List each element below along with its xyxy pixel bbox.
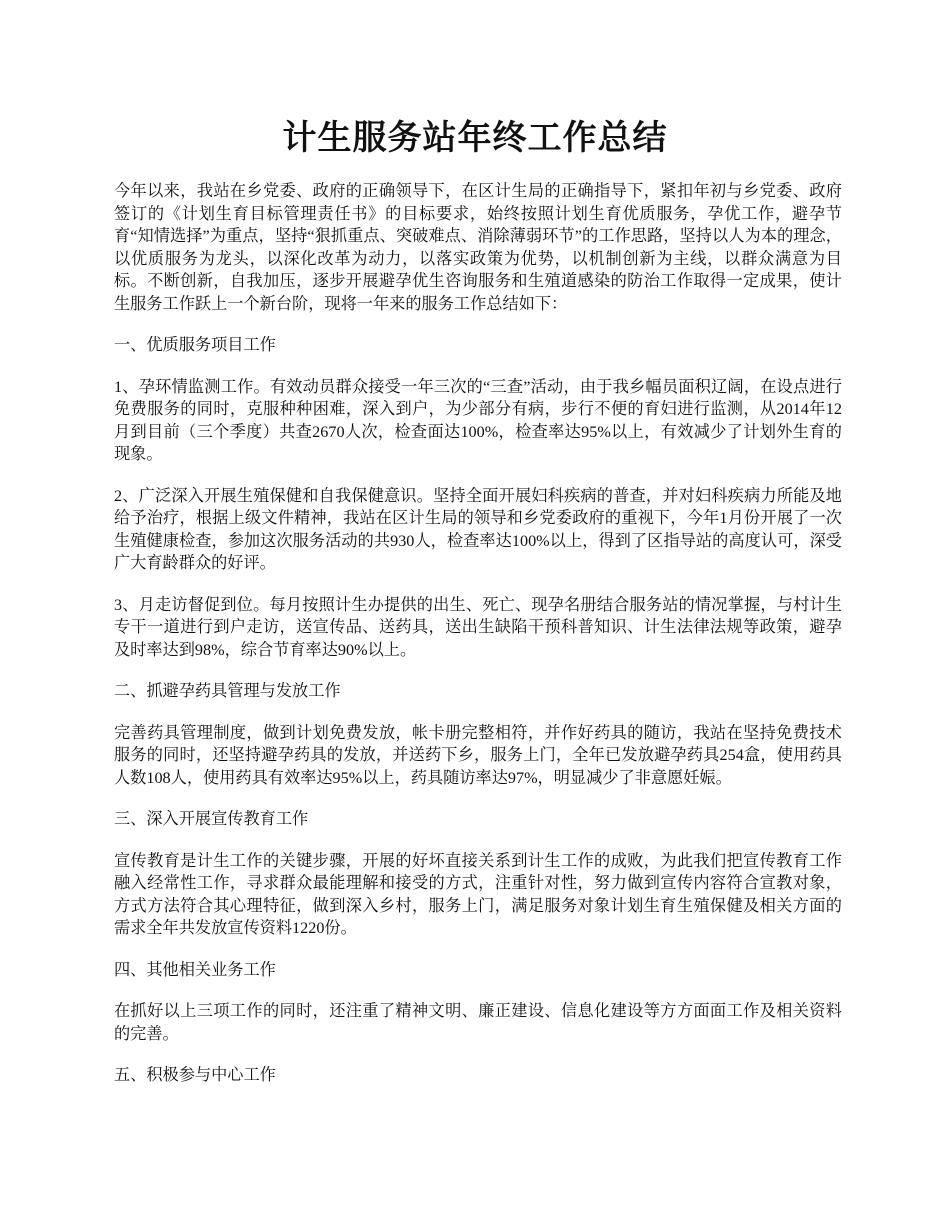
paragraph-1-1: 1、孕环情监测工作。有效动员群众接受一年三次的“三查”活动，由于我乡幅员面积辽阔，在设点进行免费服务的同时，克服种种困难，深入到户，为少部分有病，步行不便的育妇进行监测，从2014年12月到目前（三个季度）共查2670人次，检查面达100%，检查率达95%以上，有效减少了计划外生育的现象。 xyxy=(114,377,842,463)
section-heading-1: 一、优质服务项目工作 xyxy=(114,336,276,354)
paragraph-1-2: 2、广泛深入开展生殖保健和自我保健意识。坚持全面开展妇科疾病的普查，并对妇科疾病力所能及地给予治疗，根据上级文件精神，我站在区计生局的领导和乡党委政府的重视下，今年1月份开展了一次生殖健康检查，参加这次服务活动的共930人，检查率达100%以上，得到了区指导站的高度认可，深受广大育龄群众的好评。 xyxy=(114,486,842,572)
paragraph-3: 宣传教育是计生工作的关键步骤，开展的好坏直接关系到计生工作的成败，为此我们把宣传教育工作融入经常性工作，寻求群众最能理解和接受的方式，注重针对性，努力做到宣传内容符合宣教对象，方式方法符合其心理特征，做到深入乡村，服务上门，满足服务对象计划生育生殖保健及相关方面的需求全年共发放宣传资料1220份。 xyxy=(114,851,842,937)
paragraph-4: 在抓好以上三项工作的同时，还注重了精神文明、廉正建设、信息化建设等方方面面工作及相关资料的完善。 xyxy=(114,1002,842,1043)
section-heading-5: 五、积极参与中心工作 xyxy=(114,1066,276,1084)
document-body xyxy=(114,180,842,1106)
section-heading-3: 三、深入开展宣传教育工作 xyxy=(114,810,309,828)
paragraph-2: 完善药具管理制度，做到计划免费发放，帐卡册完整相符，并作好药具的随访，我站在坚持免费技术服务的同时，还坚持避孕药具的发放，并送药下乡，服务上门，全年已发放避孕药具254盒，使用药具人数108人，使用药具有效率达95%以上，药具随访率达97%，明显减少了非意愿妊娠。 xyxy=(114,723,842,787)
page-title: 计生服务站年终工作总结 xyxy=(282,118,668,158)
section-heading-4: 四、其他相关业务工作 xyxy=(114,960,276,979)
intro-paragraph: 今年以来，我站在乡党委、政府的正确领导下，在区计生局的正确指导下，紧扣年初与乡党委、政府签订的《计划生育目标管理责任书》的目标要求，始终按照计划生育优质服务，孕优工作，避孕节育“知情选择”为重点，坚持“狠抓重点、突破难点、消除薄弱环节”的工作思路，坚持以人为本的理念，以优质服务为龙头，以深化改革为动力，以落实政策为优势，以机制创新为主线，以群众满意为目标。不断创新，自我加压，逐步开展避孕优生咨询服务和生殖道感染的防治工作取得一定成果，使计生服务工作跃上一个新台阶，现将一年来的服务工作总结如下： xyxy=(114,182,842,313)
section-heading-2: 二、抓避孕药具管理与发放工作 xyxy=(114,682,341,700)
paragraph-1-3: 3、月走访督促到位。每月按照计生办提供的出生、死亡、现孕名册结合服务站的情况掌握，与村计生专干一道进行到户走访，送宣传品、送药具，送出生缺陷干预科普知识、计生法律法规等政策，避孕及时率达到98%，综合节育率达90%以上。 xyxy=(114,595,842,659)
